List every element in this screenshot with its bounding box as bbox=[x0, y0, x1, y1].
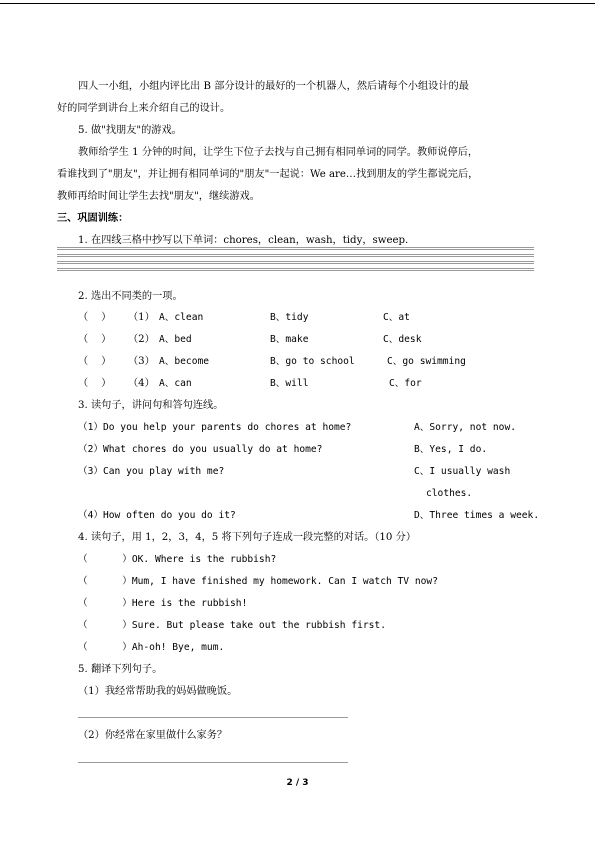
question-4-title: 4. 读句子，用 1，2，3，4，5 将下列句子连成一段完整的对话。（10 分） bbox=[78, 532, 417, 543]
question-5-title: 5. 翻译下列句子。 bbox=[78, 664, 163, 675]
item-number: （2） bbox=[128, 334, 155, 345]
dialogue-line: （ ）Sure. But please take out the rubbish first. bbox=[78, 620, 386, 631]
dialogue-line: （ ）Mum, I have finished my homework. Can I watch TV now? bbox=[78, 576, 438, 587]
paragraph-line: 好的同学到讲台上来介绍自己的设计。 bbox=[57, 103, 231, 114]
question-1: 1. 在四线三格中抄写以下单词：chores，clean，wash，tidy，sweep. bbox=[78, 235, 409, 246]
writing-line bbox=[57, 254, 534, 257]
section-title: 三、巩固训练： bbox=[57, 213, 129, 224]
answer-line bbox=[78, 717, 348, 718]
option-a: A、clean bbox=[159, 312, 204, 323]
answer-bracket: （ ） bbox=[78, 356, 112, 367]
option-c: C、go swimming bbox=[387, 356, 466, 367]
answer-bracket: （ ） bbox=[78, 334, 112, 345]
dialogue-line: （ ）Here is the rubbish! bbox=[78, 598, 248, 609]
option-a: A、bed bbox=[159, 334, 192, 345]
match-answer: D、Three times a week. bbox=[414, 510, 540, 521]
match-question: （3）Can you play with me? bbox=[78, 466, 225, 477]
paragraph-line: 看谁找到了"朋友"，并让拥有相同单词的"朋友"一起说：We are…找到朋友的学生都说完后， bbox=[57, 169, 479, 180]
option-a: A、become bbox=[159, 356, 210, 367]
option-b: B、go to school bbox=[270, 356, 355, 367]
answer-bracket: （ ） bbox=[78, 312, 112, 323]
writing-line bbox=[57, 268, 534, 271]
item-number: （4） bbox=[128, 378, 155, 389]
match-answer: C、I usually wash bbox=[414, 466, 511, 477]
paragraph-line: 教师再给时间让学生去找"朋友"，继续游戏。 bbox=[57, 191, 260, 202]
translation-sentence: （1）我经常帮助我的妈妈做晚饭。 bbox=[78, 686, 238, 697]
answer-bracket: （ ） bbox=[78, 378, 112, 389]
dialogue-line: （ ）OK. Where is the rubbish? bbox=[78, 554, 277, 565]
option-b: B、tidy bbox=[270, 312, 309, 323]
list-item: 5. 做"找朋友"的游戏。 bbox=[78, 125, 182, 136]
page-top-border bbox=[0, 3, 595, 4]
option-c: C、desk bbox=[383, 334, 422, 345]
question-2-title: 2. 选出不同类的一项。 bbox=[78, 291, 183, 302]
match-question: （4）How often do you do it? bbox=[78, 510, 236, 521]
writing-line bbox=[57, 247, 534, 250]
translation-sentence: （2）你经常在家里做什么家务？ bbox=[78, 730, 228, 741]
option-a: A、can bbox=[159, 378, 192, 389]
page-number: 2 / 3 bbox=[286, 778, 309, 788]
match-answer: B、Yes, I do. bbox=[414, 444, 488, 455]
answer-line bbox=[78, 762, 348, 763]
option-c: C、at bbox=[383, 312, 410, 323]
match-answer: clothes. bbox=[426, 488, 473, 499]
option-b: B、will bbox=[270, 378, 309, 389]
item-number: （1） bbox=[128, 312, 155, 323]
option-b: B、make bbox=[270, 334, 309, 345]
match-question: （1）Do you help your parents do chores at home? bbox=[78, 422, 352, 433]
match-answer: A、Sorry, not now. bbox=[414, 422, 517, 433]
dialogue-line: （ ）Ah-oh! Bye, mum. bbox=[78, 642, 225, 653]
option-c: C、for bbox=[389, 378, 422, 389]
match-question: （2）What chores do you usually do at home? bbox=[78, 444, 323, 455]
writing-line bbox=[57, 261, 534, 264]
item-number: （3） bbox=[128, 356, 155, 367]
question-3-title: 3. 读句子，讲问句和答句连线。 bbox=[78, 400, 224, 411]
paragraph-line: 教师给学生 1 分钟的时间，让学生下位子去找与自己拥有相同单词的同学。教师说停后， bbox=[78, 147, 479, 158]
paragraph-line: 四人一小组，小组内评比出 B 部分设计的最好的一个机器人，然后请每个小组设计的最 bbox=[78, 81, 469, 92]
